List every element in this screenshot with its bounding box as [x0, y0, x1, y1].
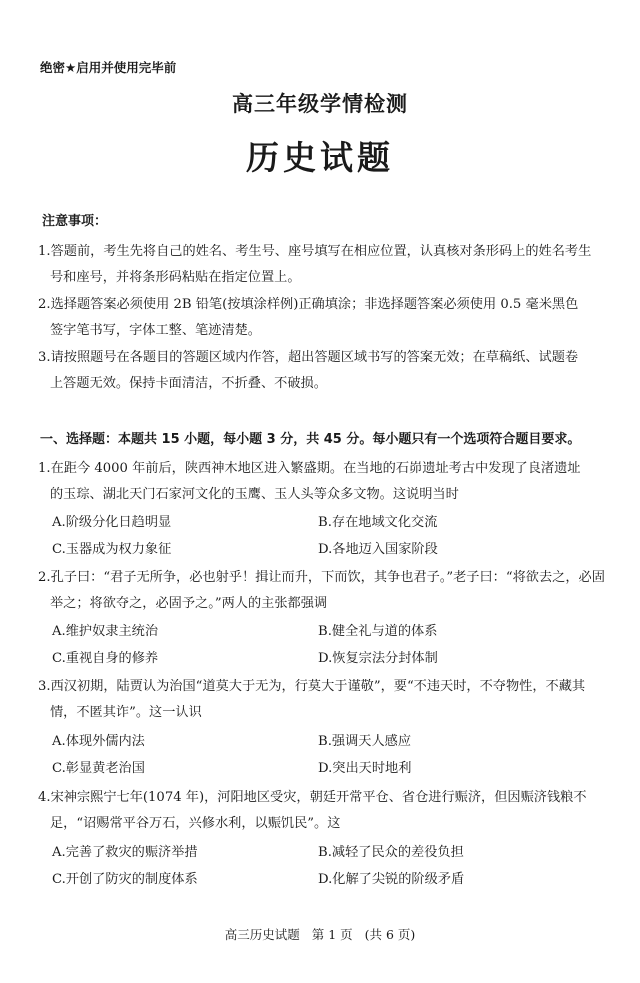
footer-page: 第 1 页	[311, 927, 353, 942]
question-4-line: 4.宋神宗熙宁七年(1074 年)，河阳地区受灾，朝廷开常平仓、省仓进行赈济，但因赈济钱粮不	[38, 790, 587, 805]
subject-title: 历史试题	[246, 138, 394, 177]
option-b: B.强调天人感应	[318, 734, 412, 749]
section-heading: 一、选择题：本题共 15 小题，每小题 3 分，共 45 分。每小题只有一个选项符合题目要求。	[40, 432, 581, 447]
footer-subject: 高三历史试题	[224, 927, 300, 942]
option-b: B.存在地域文化交流	[318, 515, 438, 530]
page-footer	[0, 925, 640, 943]
option-c: C.重视自身的修养	[52, 651, 159, 666]
question-2-line: 2.孔子曰：“君子无所争，必也射乎！揖让而升，下而饮，其争也君子。”老子曰：“将欲去之，必固	[38, 570, 605, 585]
note-line: 号和座号，并将条形码粘贴在指定位置上。	[50, 270, 301, 285]
option-a: A.阶级分化日趋明显	[52, 515, 172, 530]
option-d: D.突出天时地利	[318, 761, 412, 776]
option-a: A.体现外儒内法	[52, 734, 145, 749]
option-d: D.各地迈入国家阶段	[318, 542, 438, 557]
note-line: 2.选择题答案必须使用 2B 铅笔(按填涂样例)正确填涂；非选择题答案必须使用 0.5 毫米黑色	[38, 297, 579, 312]
question-3-line: 3.西汉初期，陆贾认为治国“道莫大于无为，行莫大于谨敬”，要“不违天时，不夺物性，不藏其	[38, 679, 586, 694]
notes-heading: 注意事项：	[42, 214, 108, 229]
option-d: D.恢复宗法分封体制	[318, 651, 438, 666]
option-b: B.减轻了民众的差役负担	[318, 845, 464, 860]
question-2-line: 举之；将欲夺之，必固予之。”两人的主张都强调	[50, 596, 328, 611]
option-c: C.玉器成为权力象征	[52, 542, 172, 557]
option-c: C.开创了防灾的制度体系	[52, 872, 198, 887]
option-c: C.彰显黄老治国	[52, 761, 145, 776]
option-d: D.化解了尖锐的阶级矛盾	[318, 872, 465, 887]
question-1-line: 的玉琮、湖北天门石家河文化的玉鹰、玉人头等众多文物。这说明当时	[50, 487, 459, 502]
note-line: 3.请按照题号在各题目的答题区域内作答，超出答题区域书写的答案无效；在草稿纸、试题卷	[38, 350, 579, 365]
question-4-line: 足，“诏赐常平谷万石，兴修水利，以赈饥民”。这	[50, 816, 341, 831]
note-line: 上答题无效。保持卡面清洁，不折叠、不破损。	[50, 376, 327, 391]
footer-total: (共 6 页)	[364, 927, 416, 942]
option-a: A.维护奴隶主统治	[52, 624, 159, 639]
note-line: 1.答题前，考生先将自己的姓名、考生号、座号填写在相应位置，认真核对条形码上的姓名考生	[38, 244, 592, 259]
option-a: A.完善了救灾的赈济举措	[52, 845, 198, 860]
option-b: B.健全礼与道的体系	[318, 624, 438, 639]
question-3-line: 情，不匿其诈”。这一认识	[50, 705, 202, 720]
question-1-line: 1.在距今 4000 年前后，陕西神木地区进入繁盛期。在当地的石峁遗址考古中发现了良渚遗址	[38, 461, 581, 476]
confidential-notice: 绝密★启用并使用完毕前	[40, 60, 177, 75]
exam-title: 高三年级学情检测	[232, 92, 408, 116]
note-line: 签字笔书写，字体工整、笔迹清楚。	[50, 323, 261, 338]
